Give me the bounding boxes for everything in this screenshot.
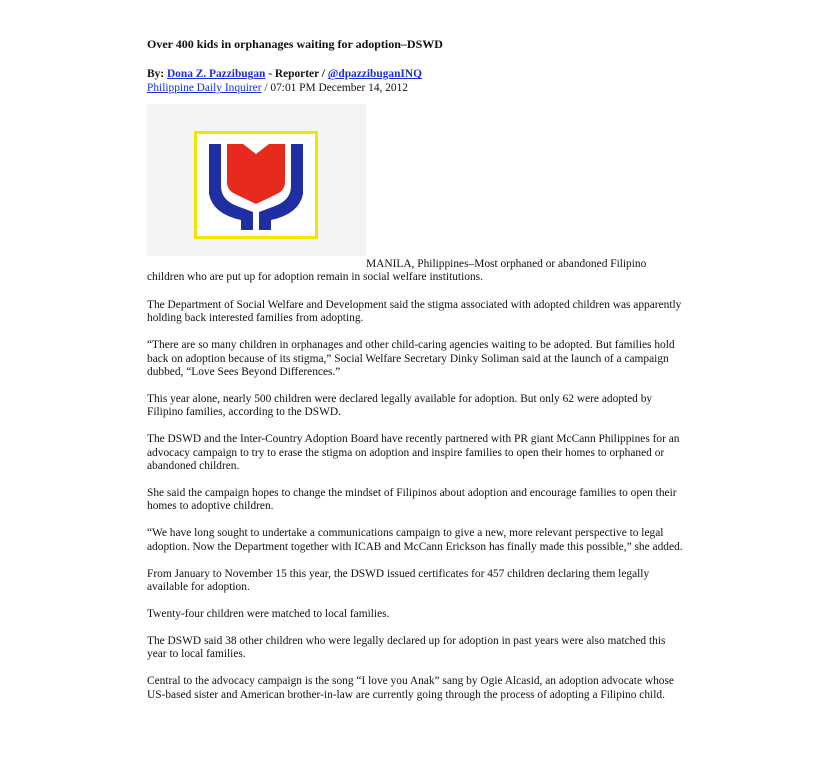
lead-continuation: children who are put up for adoption remain in social welfare institutions. [147,271,483,283]
logo-image [147,104,366,256]
twitter-link[interactable]: @dpazzibuganINQ [327,68,422,81]
article-body [147,299,687,716]
byline-prefix: By: [147,68,167,81]
dswd-logo-icon [194,131,318,239]
article-title: Over 400 kids in orphanages waiting for adoption–DSWD [147,37,443,51]
paragraph: The Department of Social Welfare and Development said the stigma associated with adopted children was apparently holding back interested families from adopting. [147,299,682,325]
paragraph: “There are so many children in orphanages and other child-caring agencies waiting to be adopted. But families hold back on adoption because of its stigma,” Social Welfare Secretary Dinky Soliman said at the launch of a campaign dubbed, “Love Sees Beyond Differences.” [147,339,675,379]
timestamp: / 07:01 PM December 14, 2012 [261,81,409,94]
paragraph: Twenty-four children were matched to local families. [147,608,390,620]
lead-first-line: MANILA, Philippines–Most orphaned or abandoned Filipino [366,258,647,270]
paragraph: From January to November 15 this year, the DSWD issued certificates for 457 children declaring them legally available for adoption. [147,567,650,594]
article [147,37,687,701]
paragraph: Central to the advocacy campaign is the song “I love you Anak” sang by Ogie Alcasid, an adoption advocate whose US-based sister and American brother-in-law are currently going through the process of adopting a Filipino child. [147,675,674,701]
publication-link[interactable]: Philippine Daily Inquirer [147,81,262,94]
dateline [147,82,687,95]
byline-role: - Reporter / [265,68,328,81]
byline [147,68,687,81]
paragraph: The DSWD and the Inter-Country Adoption Board have recently partnered with PR giant McCann Philippines for an advocacy campaign to try to erase the stigma on adoption and inspire families to open their homes to orphaned or abandoned children. [147,433,680,473]
paragraph: This year alone, nearly 500 children were declared legally available for adoption. But only 62 were adopted by Filipino families, according to the DSWD. [147,393,653,419]
paragraph: She said the campaign hopes to change the mindset of Filipinos about adoption and encourage families to open their homes to adoptive children. [147,487,677,513]
author-link[interactable]: Dona Z. Pazzibugan [166,68,266,81]
paragraph: “We have long sought to undertake a communications campaign to give a new, more relevant perspective to legal adoption. Now the Department together with ICAB and McCann Erickson has finally made this possible,” she added. [147,527,683,553]
paragraph: The DSWD said 38 other children who were legally declared up for adoption in past years were also matched this year to local families. [147,634,666,661]
